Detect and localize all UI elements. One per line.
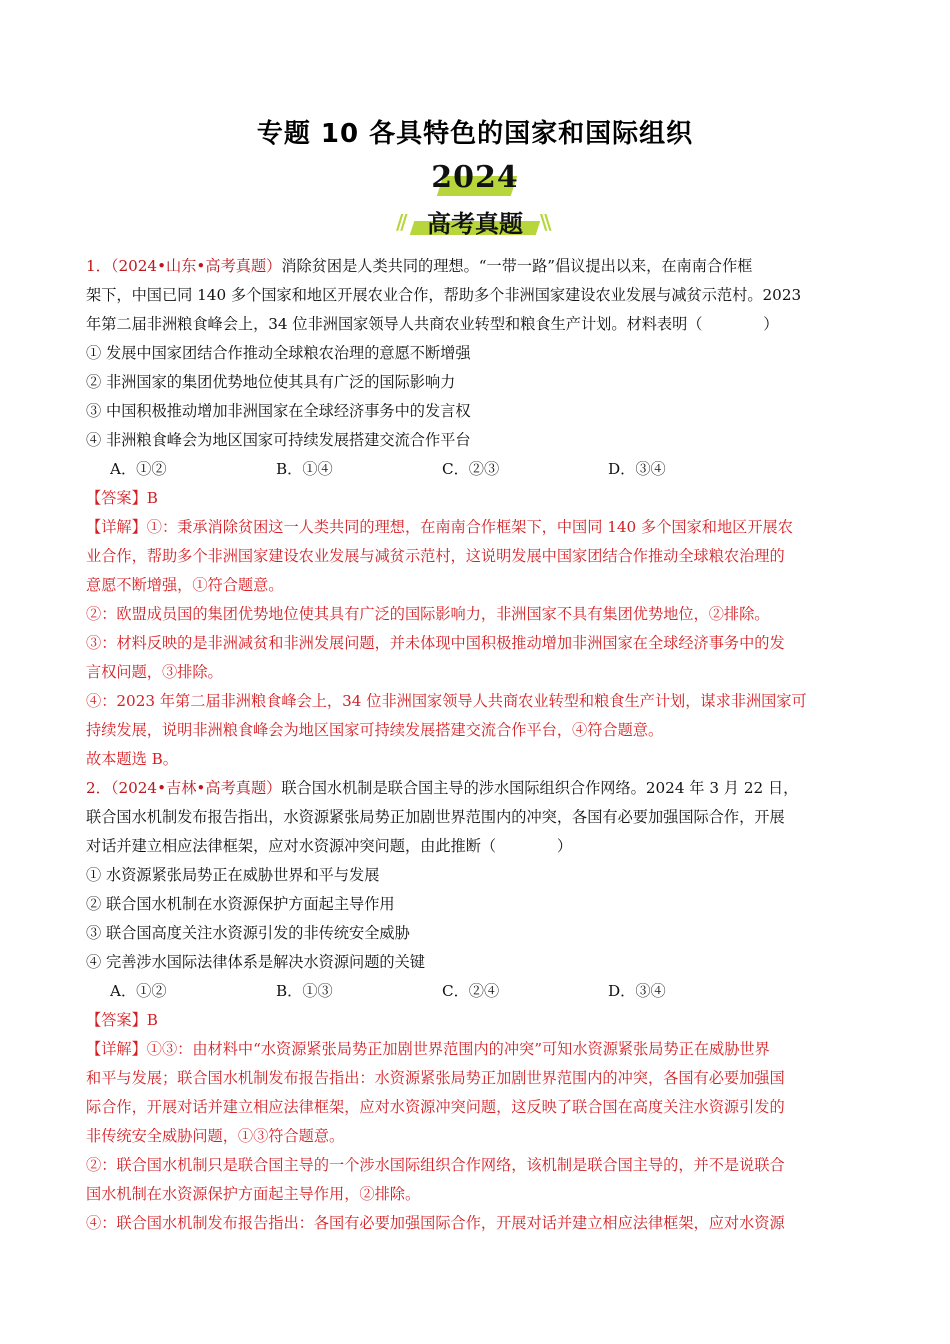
answer: 【答案】B	[86, 489, 158, 507]
analysis-line: 际合作，开展对话并建立相应法律框架，应对水资源冲突问题，这反映了联合国在高度关注水资源引发的	[86, 1098, 785, 1116]
option-c[interactable]: C．②④	[442, 982, 500, 1000]
statement: ① 水资源紧张局势正在威胁世界和平与发展	[86, 866, 380, 884]
analysis-line: 业合作，帮助多个非洲国家建设农业发展与减贫示范村，这说明发展中国家团结合作推动全球粮农治理的	[86, 547, 785, 565]
question-2	[86, 774, 866, 1238]
analysis-line: ②：欧盟成员国的集团优势地位使其具有广泛的国际影响力，非洲国家不具有集团优势地位，②排除。	[86, 605, 770, 623]
stem-line: 消除贫困是人类共同的理想。“一带一路”倡议提出以来，在南南合作框	[281, 257, 753, 275]
question-source: （2024•山东•高考真题）	[110, 257, 282, 275]
analysis-line: 言权问题，③排除。	[86, 663, 223, 681]
analysis-line: ②：联合国水机制只是联合国主导的一个涉水国际组织合作网络，该机制是联合国主导的，并不是说联合	[86, 1156, 785, 1174]
option-a[interactable]: A．①②	[110, 460, 167, 478]
analysis-line: 国水机制在水资源保护方面起主导作用，②排除。	[86, 1185, 421, 1203]
option-c[interactable]: C．②③	[442, 460, 500, 478]
page-title: 专题 10 各具特色的国家和国际组织	[256, 119, 694, 149]
analysis-line: ④：联合国水机制发布报告指出：各国有必要加强国际合作，开展对话并建立相应法律框架，应对水资源	[86, 1214, 785, 1232]
analysis-line: 故本题选 B。	[86, 750, 178, 768]
analysis-line: ④：2023 年第二届非洲粮食峰会上，34 位非洲国家领导人共商农业转型和粮食生产计划，谋求非洲国家可	[86, 692, 807, 710]
answer: 【答案】B	[86, 1011, 158, 1029]
statement: ④ 非洲粮食峰会为地区国家可持续发展搭建交流合作平台	[86, 431, 471, 449]
statement: ③ 中国积极推动增加非洲国家在全球经济事务中的发言权	[86, 402, 471, 420]
question-list	[86, 252, 866, 1238]
question-stem	[86, 252, 866, 281]
option-b[interactable]: B．①④	[276, 460, 333, 478]
statement: ③ 联合国高度关注水资源引发的非传统安全威胁	[86, 924, 410, 942]
options-row	[86, 455, 866, 484]
analysis-line: 【详解】①③：由材料中“水资源紧张局势正加剧世界范围内的冲突”可知水资源紧张局势正在威胁世界	[86, 1040, 770, 1058]
analysis-line: 意愿不断增强，①符合题意。	[86, 576, 284, 594]
stem-line: 年第二届非洲粮食峰会上，34 位非洲国家领导人共商农业转型和粮食生产计划。材料表明（ ）	[86, 315, 779, 333]
section-banner: 高考真题	[427, 210, 523, 238]
analysis-line: 非传统安全威胁问题，①③符合题意。	[86, 1127, 345, 1145]
analysis-line: 和平与发展；联合国水机制发布报告指出：水资源紧张局势正加剧世界范围内的冲突，各国有必要加强国	[86, 1069, 785, 1087]
analysis-line: ③：材料反映的是非洲减贫和非洲发展问题，并未体现中国积极推动增加非洲国家在全球经济事务中的发	[86, 634, 785, 652]
left-slash-decoration: //	[396, 210, 405, 234]
stem-line: 联合国水机制是联合国主导的涉水国际组织合作网络。2024 年 3 月 22 日，	[281, 779, 799, 797]
option-a[interactable]: A．①②	[110, 982, 167, 1000]
statement: ④ 完善涉水国际法律体系是解决水资源问题的关键	[86, 953, 425, 971]
option-b[interactable]: B．①③	[276, 982, 333, 1000]
option-d[interactable]: D．③④	[608, 460, 666, 478]
statement: ② 非洲国家的集团优势地位使其具有广泛的国际影响力	[86, 373, 456, 391]
statement: ② 联合国水机制在水资源保护方面起主导作用	[86, 895, 395, 913]
analysis-line: 【详解】①：秉承消除贫困这一人类共同的理想，在南南合作框架下，中国同 140 多个国家和地区开展农	[86, 518, 793, 536]
question-stem	[86, 774, 866, 803]
analysis-line: 持续发展，说明非洲粮食峰会为地区国家可持续发展搭建交流合作平台，④符合题意。	[86, 721, 664, 739]
question-number: 1．	[86, 257, 111, 275]
stem-line: 对话并建立相应法律框架，应对水资源冲突问题，由此推断（ ）	[86, 837, 572, 855]
question-source: （2024•吉林•高考真题）	[110, 779, 282, 797]
statement: ① 发展中国家团结合作推动全球粮农治理的意愿不断增强	[86, 344, 471, 362]
question-number: 2．	[86, 779, 111, 797]
options-row	[86, 977, 866, 1006]
year-label: 2024	[431, 160, 519, 195]
option-d[interactable]: D．③④	[608, 982, 666, 1000]
stem-line: 架下，中国已同 140 多个国家和地区开展农业合作，帮助多个非洲国家建设农业发展与减贫示范村。2023	[86, 286, 802, 304]
right-slash-decoration: \\	[540, 210, 549, 234]
question-1	[86, 252, 866, 774]
stem-line: 联合国水机制发布报告指出，水资源紧张局势正加剧世界范围内的冲突，各国有必要加强国际合作，开展	[86, 808, 785, 826]
